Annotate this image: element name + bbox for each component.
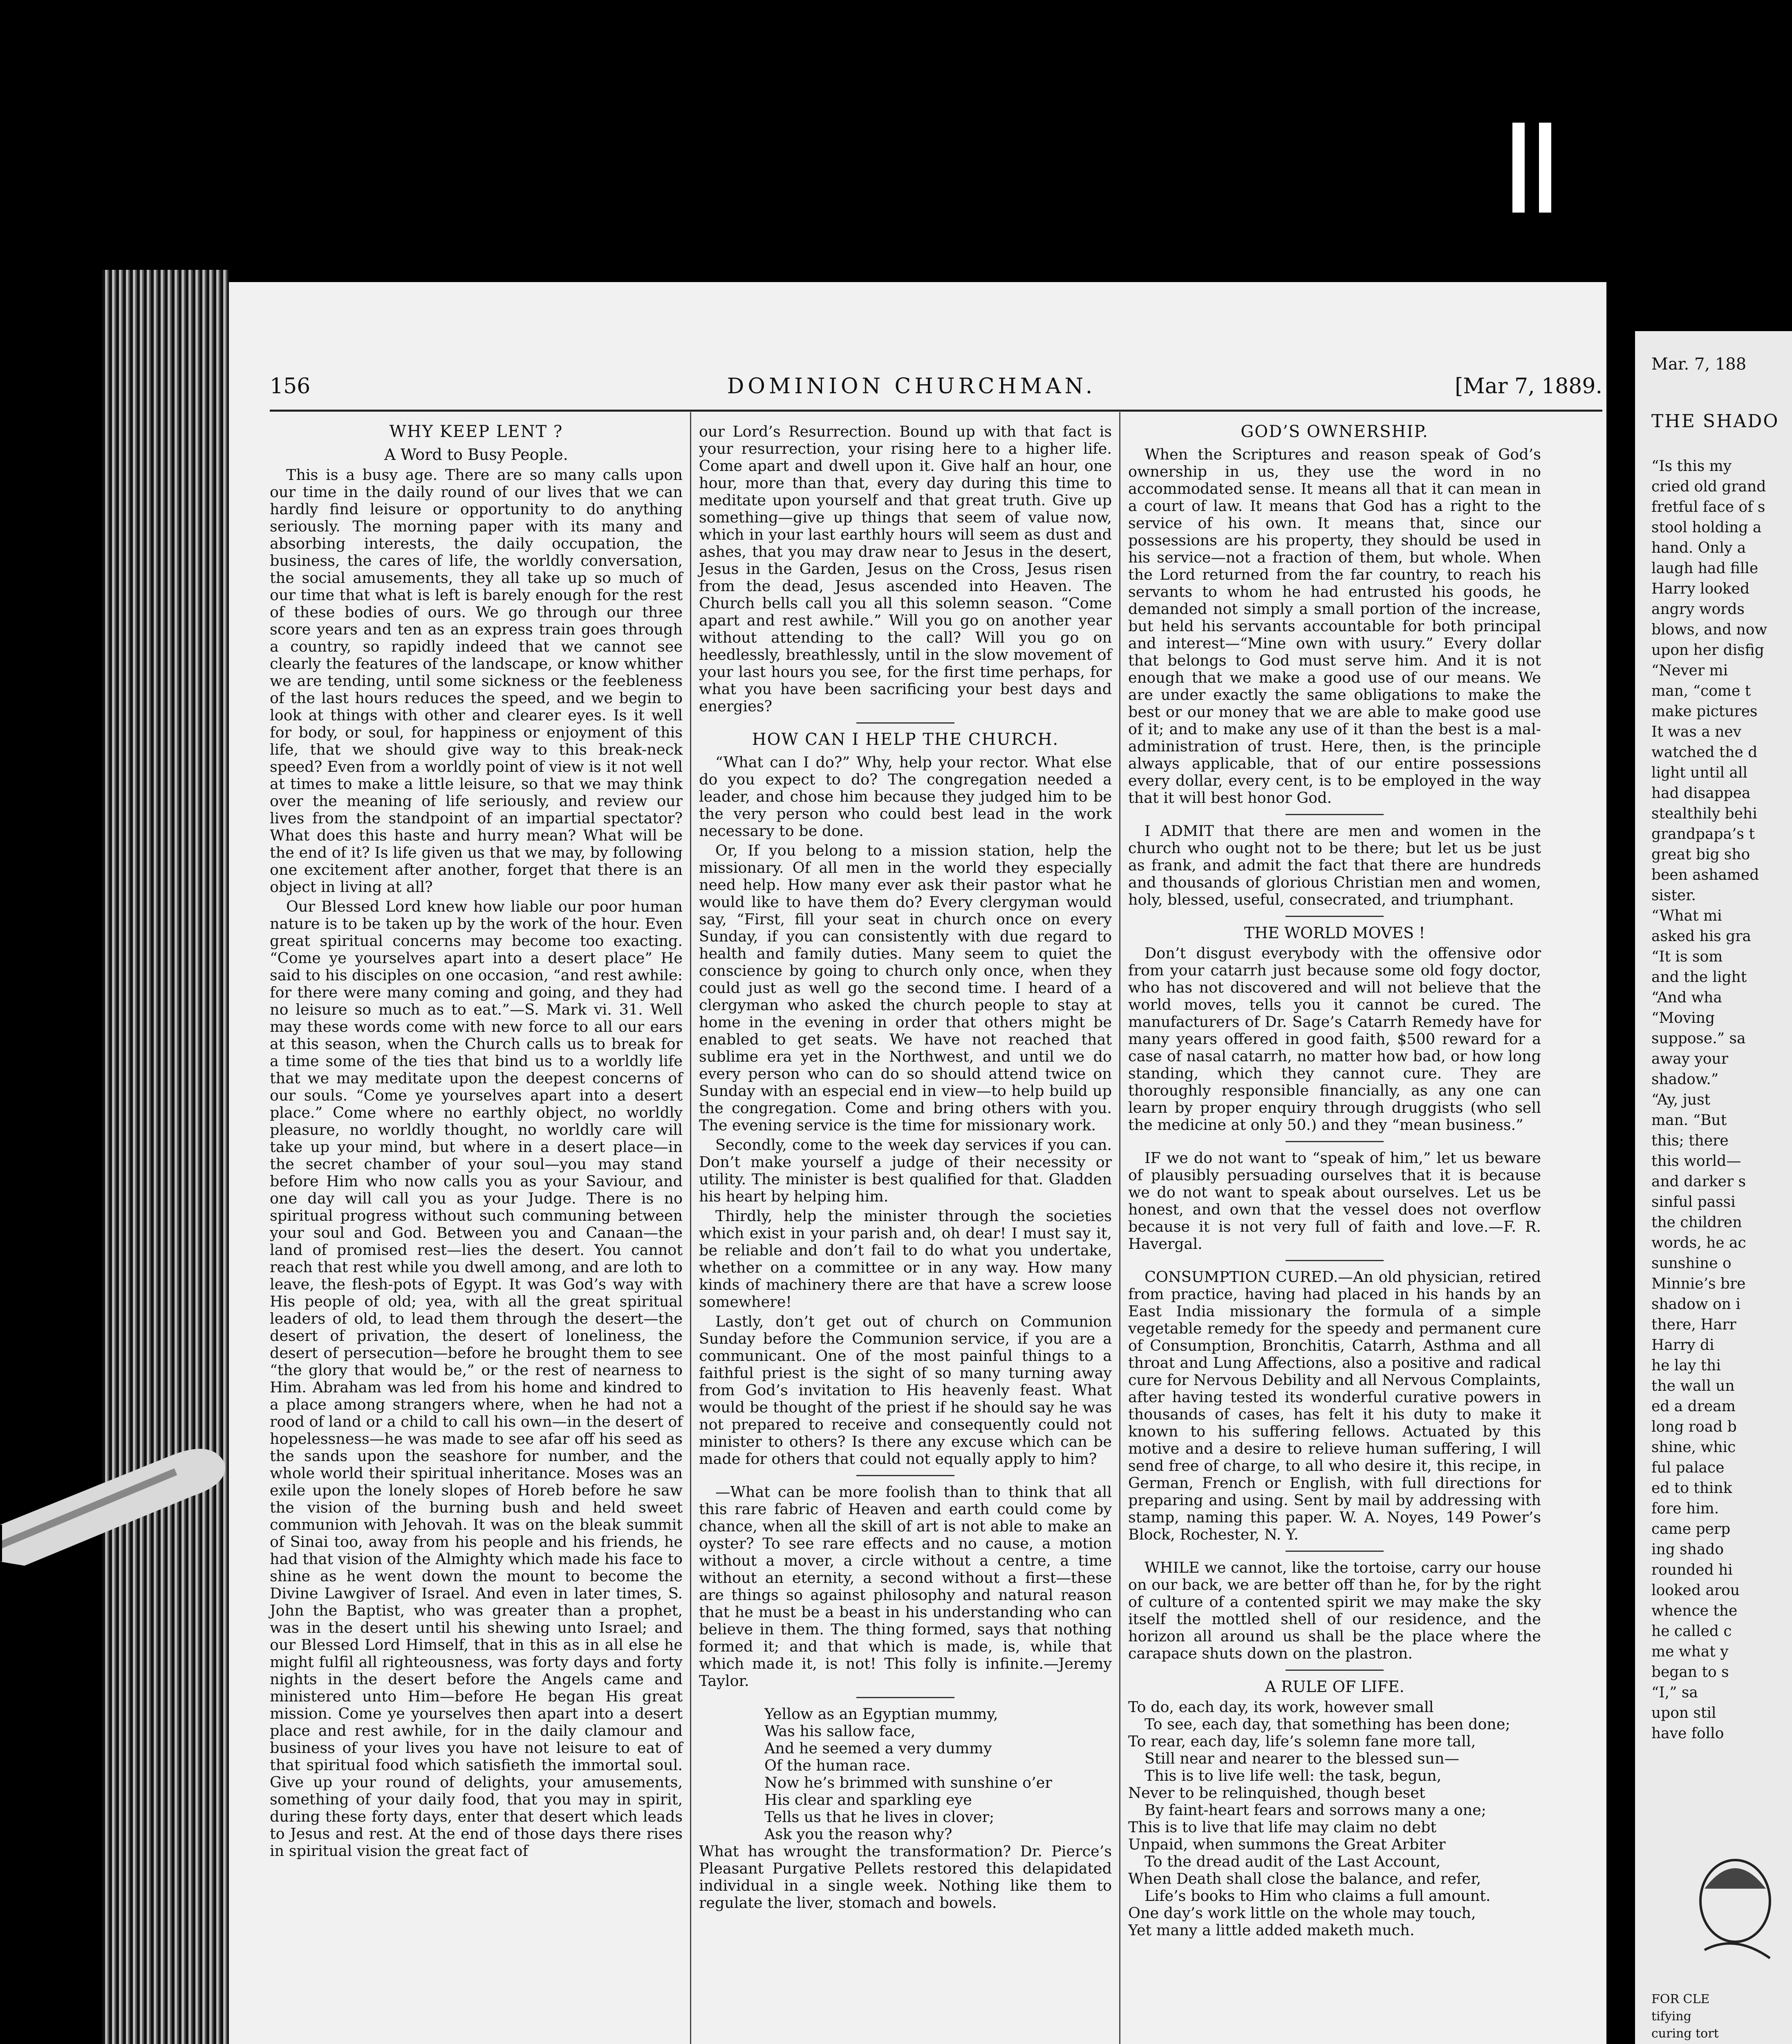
poem-line: To do, each day, its work, however small <box>1128 1698 1434 1716</box>
facing-page-line: upon stil <box>1651 1705 1716 1721</box>
facing-page-line: angry words <box>1651 601 1745 618</box>
header-rule <box>270 410 1602 412</box>
poem-line: By faint-heart fears and sorrows many a one; <box>1145 1801 1486 1819</box>
facing-page-advert-line <box>1651 2042 1716 2044</box>
facing-page-line: “Is this my <box>1651 458 1732 475</box>
havergal-paragraph: IF we do not want to “speak of him,” let us beware of plausibly persuading ourselves that it is because we do not want to speak about ourselves. Let us be honest, and own that the vessel does not overflow because it is not very full of faith and love.—F. R. Havergal. <box>1128 1149 1541 1253</box>
facing-page-line: hand. Only a <box>1651 540 1746 556</box>
facing-page-line: words, he ac <box>1651 1235 1746 1251</box>
separator <box>1286 916 1384 917</box>
facing-page-line: had disappea <box>1651 785 1751 802</box>
facing-page-line: great big sho <box>1651 846 1750 863</box>
facing-page-line: It was a nev <box>1651 724 1742 740</box>
tortoise-paragraph: WHILE we cannot, like the tortoise, carry our house on our back, we are better off than he, for by the right of culture of a contented spirit we may make the sky itself the mottled shell of our residence, and the horizon all around us shall be the place where the carapace shuts down on the plastron. <box>1128 1559 1541 1662</box>
facing-page-line: “Never mi <box>1651 662 1728 679</box>
facing-page-line: fore him. <box>1651 1500 1719 1517</box>
scanner-bar-top-2 <box>1539 123 1551 213</box>
article-paragraph: Our Blessed Lord knew how liable our poor human nature is to be taken up by the work of the hour. Even great spiritual concerns may become too exacting. “Come ye yourselves apart into a desert place” He said to his disciples on one occasion, “and rest awhile: for there were many coming and going, and they had no leisure so much as to eat.”—S. Mark vi. 31. Well may these words come with new force to all our ears at this season, when the Church calls us to break for a time some of the ties that bind us to a worldly life that we may meditate upon the deepest concerns of our souls. “Come ye yourselves apart into a desert place.” Come where no earthly object, no worldly pleasure, no worldly thought, no worldly care will take up your mind, but where in a desert place—in the secret chamber of your soul—you may stand before Him who now calls you as your Saviour, and one day will call you as your Judge. There is no spiritual progress without such communing between your soul and God. Between you and Canaan—the land of promised rest—lies the desert. You cannot reach that rest while you dwell among, and are loth to leave, the flesh-pots of Egypt. It was God’s way with His people of old; yea, with all the great spiritual leaders of old, to lead them through the desert—the desert of privation, the desert of loneliness, the desert of persecution—before he brought them to see “the glory that would be,” or the rest of nearness to Him. Abraham was led from his home and kindred to a place among strangers where, when he had not a rood of land or a child to call his own—in the desert of hopelessness—he was made to see afar off his seed as the sands upon the seashore for number, and the whole world their spiritual inheritance. Moses was an exile upon the lonely slopes of Horeb before he saw the vision of the burning bush and held sweet communion with Jehovah. It was on the bleak summit of Sinai too, away from his people and his friends, he had that vision of the Almighty which made his face to shine as he went down the mount to become the Divine Lawgiver of Israel. And even in later times, S. John the Baptist, who was greater than a prophet, was in the desert until his shewing unto Israel; and our Blessed Lord Himself, that in this as in all else he might fulfil all righteousness, was forty days and forty nights in the desert before the Angels came and ministered unto Him—before He began His great mission. Come ye yourselves then apart into a desert place and rest awhile, for in the daily clamour and business of your lives you have not leisure to eat of that spiritual food which satisfieth the immortal soul. Give up your round of delights, your amusements, something of your daily food, that you may in spirit, during these forty days, enter that desert which leads to Jesus and rest. At the end of those days there rises in spiritual vision the great fact of <box>270 898 683 1860</box>
facing-page-heading: THE SHADO <box>1651 411 1779 432</box>
facing-page-line: stool holding a <box>1651 519 1762 536</box>
facing-page-line: “Ay, just <box>1651 1091 1711 1108</box>
facing-page-line: light until all <box>1651 764 1747 781</box>
poem-line: One day’s work little on the whole may touch, <box>1128 1904 1476 1922</box>
facing-page-line: away your <box>1651 1051 1728 1067</box>
facing-page-line: stealthily behi <box>1651 805 1757 822</box>
facing-page-line: “And wha <box>1651 989 1722 1006</box>
facing-page-line: been ashamed <box>1651 867 1759 883</box>
facing-page <box>1635 331 1792 2044</box>
facing-page-line: he called c <box>1651 1623 1732 1640</box>
separator <box>856 1697 954 1698</box>
poem-line: When Death shall close the balance, and refer, <box>1128 1870 1481 1887</box>
poem-line: Life’s books to Him who claims a full amount. <box>1145 1887 1491 1905</box>
poem-line: Tells us that he lives in clover; <box>764 1808 995 1826</box>
facing-page-line: sinful passi <box>1651 1194 1736 1210</box>
separator <box>1286 1141 1384 1142</box>
facing-page-line: have follo <box>1651 1725 1724 1742</box>
facing-page-line: ed to think <box>1651 1480 1732 1497</box>
article-paragraph: Thirdly, help the minister through the societies which exist in your parish and, oh dear! I must say it, be reliable and don’t fail to do what you undertake, whether on a committee or in any way. How many kinds of machinery there are that have a screw loose somewhere! <box>699 1207 1112 1311</box>
poem-line: Still near and nearer to the blessed sun— <box>1145 1750 1459 1767</box>
facing-page-line: and the light <box>1651 969 1747 986</box>
facing-page-advert-line: curing tort <box>1651 2026 1719 2041</box>
facing-page-line: ed a dream <box>1651 1398 1736 1415</box>
book-spine <box>1606 204 1635 2044</box>
facing-page-line: he lay thi <box>1651 1357 1721 1374</box>
scanner-bar-top <box>1512 123 1525 213</box>
consumption-advert: CONSUMPTION CURED.—An old physician, retired from practice, having had placed in his hands by an East India missionary the formula of a simple vegetable remedy for the speedy and permanent cure of Consumption, Bronchitis, Catarrh, Asthma and all throat and Lung Affections, also a positive and radical cure for Nervous Debility and all Nervous Complaints, after having tested its wonderful curative powers in thousands of cases, has felt it his duty to make it known to his suffering fellows. Actuated by this motive and a desire to relieve human suffering, I will send free of charge, to all who desire it, this recipe, in German, French or English, with full directions for preparing and using. Sent by mail by addressing with stamp, naming this paper. W. A. Noyes, 149 Power’s Block, Rochester, N. Y. <box>1128 1268 1541 1543</box>
facing-page-advert-line: tifying <box>1651 2009 1691 2024</box>
facing-page-line: suppose.” sa <box>1651 1030 1746 1047</box>
article-title-help-church: HOW CAN I HELP THE CHURCH. <box>752 730 1059 749</box>
facing-page-line: cried old grand <box>1651 478 1766 495</box>
rule-of-life-poem <box>1128 1699 1541 1939</box>
facing-page-line: “What mi <box>1651 908 1722 924</box>
facing-page-line: me what y <box>1651 1643 1729 1660</box>
poem-line: And he seemed a very dummy <box>764 1739 992 1757</box>
facing-page-line: blows, and now <box>1651 621 1767 638</box>
facing-page-line: shadow on i <box>1651 1296 1740 1313</box>
facing-page-line: shadow.” <box>1651 1071 1719 1088</box>
portrait-engraving <box>1688 1852 1782 1970</box>
facing-page-line: rounded hi <box>1651 1562 1733 1578</box>
facing-page-line: fretful face of s <box>1651 499 1765 515</box>
poem-line: Now he’s brimmed with sunshine o’er <box>764 1774 1052 1791</box>
article-paragraph: Secondly, come to the week day services if you can. Don’t make yourself a judge of their necessity or utility. The minister is best qualified for that. Gladden his heart by helping him. <box>699 1136 1112 1205</box>
article-title-gods-ownership: GOD’S OWNERSHIP. <box>1241 422 1429 441</box>
separator <box>1286 1260 1384 1261</box>
poem-title-rule-of-life: A RULE OF LIFE. <box>1265 1678 1404 1696</box>
facing-page-line: and darker s <box>1651 1173 1746 1190</box>
article-paragraph: “What can I do?” Why, help your rector. What else do you expect to do? The congregation needed a leader, and chose him because they judged him to be the very person who could best lead in the work necessary to be done. <box>699 753 1112 840</box>
article-paragraph: Lastly, don’t get out of church on Communion Sunday before the Communion service, if you are a communicant. One of the most painful things to a faithful priest is the sight of so many turning away from God’s invitation to His heavenly feast. What would be thought of the priest if he should say he was not prepared to receive and consequently could not minister to others? Is there any excuse which can be made for others that could not equally apply to him? <box>699 1313 1112 1468</box>
separator <box>856 722 954 724</box>
poem-line: To the dread audit of the Last Account, <box>1145 1853 1441 1870</box>
column-2 <box>699 423 1112 1914</box>
separator <box>1286 1670 1384 1671</box>
separator <box>856 1475 954 1476</box>
facing-page-line: ing shado <box>1651 1541 1724 1558</box>
article-paragraph: I ADMIT that there are men and women in the church who ought not to be there; but let us be just as frank, and admit the fact that there are hundreds and thousands of glorious Christian men and women, holy, blessed, useful, consecrated, and triumphant. <box>1128 822 1541 908</box>
facing-page-advert-line: FOR CLE <box>1651 1992 1710 2006</box>
separator <box>1286 1551 1384 1552</box>
facing-page-line: ful palace <box>1651 1459 1725 1476</box>
issue-date: [Mar 7, 1889. <box>1455 374 1602 399</box>
poem-line: Ask you the reason why? <box>764 1825 952 1843</box>
facing-page-line: man, “come t <box>1651 683 1751 699</box>
book-page-edges <box>102 270 229 2044</box>
article-subtitle: A Word to Busy People. <box>384 446 568 464</box>
poem-line: Was his sallow face, <box>764 1722 916 1740</box>
facing-page-line: Harry looked <box>1651 580 1750 597</box>
facing-page-line: Harry di <box>1651 1337 1714 1354</box>
column-1 <box>270 423 683 1862</box>
facing-page-line: watched the d <box>1651 744 1758 761</box>
article-title-why-keep-lent: WHY KEEP LENT ? <box>389 422 563 441</box>
page-header <box>270 374 1602 399</box>
column-rule-2 <box>1119 412 1120 2044</box>
poem-line: Unpaid, when summons the Great Arbiter <box>1128 1836 1446 1853</box>
facing-page-line: looked arou <box>1651 1582 1740 1599</box>
page-number: 156 <box>270 374 311 399</box>
article-paragraph-continued: our Lord’s Resurrection. Bound up with that fact is your resurrection, your rising here to a higher life. Come apart and dwell upon it. Give half an hour, one hour, more than that, every day during this time to meditate upon yourself and that great truth. Give up something—give up things that seem of value now, which in your last earthly hours will seem as dust and ashes, that you may draw near to Jesus in the desert, Jesus in the Garden, Jesus on the Cross, Jesus risen from the dead, Jesus ascended into Heaven. The Church bells call you all this solemn season. “Come apart and rest awhile.” Will you go on another year without attending to the call? Will you go on heedlessly, breathlessly, until in the slow movement of your last hours you see, for the first time perhaps, for what you have been sacrificing your best days and energies? <box>699 423 1112 715</box>
facing-page-line: sunshine o <box>1651 1255 1732 1272</box>
newspaper-page <box>229 282 1606 2044</box>
facing-page-line: “I,” sa <box>1651 1684 1698 1701</box>
facing-page-line: grandpapa’s t <box>1651 826 1755 843</box>
poem-line: Yet many a little added maketh much. <box>1128 1921 1415 1939</box>
article-paragraph: This is a busy age. There are so many calls upon our time in the daily round of our lives that we can hardly find leisure or opportunity to do anything seriously. The morning paper with its many and absorbing interests, the daily occupation, the business, the cares of life, the worldly conversation, the social amusements, they all take up so much of our time that what is left is barely enough for the rest of these bodies of ours. We go through our three score years and ten as an express train goes through a country, so rapidly indeed that we cannot see clearly the features of the landscape, or know whither we are tending, until some sickness or the feebleness of the last hours reduces the speed, and we begin to look at things with other and clearer eyes. Is it well for body, or soul, for happiness or enjoyment of this life, that we should give way to this break-neck speed? Even from a worldly point of view is it not well at times to make a little leisure, so that we may think over the meaning of life seriously, and review our lives from the standpoint of an impartial spectator? What does this haste and hurry mean? What will be the end of it? Is life given us that we may, by following one excitement after another, forget that there is an object in living at all? <box>270 466 683 896</box>
facing-page-line: upon her disfig <box>1651 642 1764 659</box>
separator <box>1286 814 1384 815</box>
mummy-poem <box>699 1706 1112 1843</box>
facing-page-line: long road b <box>1651 1419 1737 1435</box>
facing-page-line: the wall un <box>1651 1378 1735 1394</box>
facing-page-line: “It is som <box>1651 948 1723 965</box>
facing-page-line: the children <box>1651 1214 1742 1231</box>
facing-page-line: “Moving <box>1651 1010 1715 1026</box>
masthead: DOMINION CHURCHMAN. <box>727 374 1096 399</box>
facing-page-line: whence the <box>1651 1602 1738 1619</box>
facing-page-line: there, Harr <box>1651 1316 1736 1333</box>
poem-line: To rear, each day, life’s solemn fane more tall, <box>1128 1732 1476 1750</box>
taylor-paragraph: —What can be more foolish than to think that all this rare fabric of Heaven and earth could come by chance, when all the skill of art is not able to make an oyster? To see rare effects and no cause, a motion without a mover, a circle without a centre, a time without an eternity, a second without a first—these are things so against philosophy and natural reason that he must be a beast in his understanding who can believe in them. The thing formed, says that nothing formed it; and that which is made, is, while that which made it, is not! This folly is infinite.—Jeremy Taylor. <box>699 1483 1112 1690</box>
poem-line: This is to live that life may claim no debt <box>1128 1818 1436 1836</box>
pierce-advert: What has wrought the transformation? Dr. Pierce’s Pleasant Purgative Pellets restored this delapidated individual in a single week. Nothing like them to regulate the liver, stomach and bowels. <box>699 1842 1112 1912</box>
poem-line: To see, each day, that something has been done; <box>1145 1715 1510 1733</box>
advert-paragraph: Don’t disgust everybody with the offensive odor from your catarrh just because some old fogy doctor, who has not discovered and will not believe that the world moves, tells you it cannot be cured. The manufacturers of Dr. Sage’s Catarrh Remedy have for many years offered in good faith, $500 reward for a case of nasal catarrh, no matter how bad, or how long standing, which they cannot cure. They are thoroughly responsible financially, as any one can learn by proper enquiry through druggists (who sell the medicine at only 50.) and they “mean business.” <box>1128 944 1541 1134</box>
poem-line: His clear and sparkling eye <box>764 1791 972 1809</box>
facing-page-line: man. “But <box>1651 1112 1727 1129</box>
poem-line: Yellow as an Egyptian mummy, <box>764 1705 998 1723</box>
facing-page-line: came perp <box>1651 1521 1731 1537</box>
poem-line: Never to be relinquished, though beset <box>1128 1784 1425 1802</box>
facing-page-line: began to s <box>1651 1664 1729 1681</box>
column-3 <box>1128 423 1541 1939</box>
advert-title-world-moves: THE WORLD MOVES ! <box>1244 924 1425 942</box>
facing-page-line: laugh had fille <box>1651 560 1758 577</box>
facing-page-line: sister. <box>1651 887 1696 904</box>
finger-artifact <box>0 1439 229 1566</box>
article-paragraph: When the Scriptures and reason speak of God’s ownership in us, they use the word in no accommodated sense. It means all that it can mean in a court of law. It means that God has a right to the service of his own. It means that, since our possessions are his property, they should be used in his service—not a fraction of them, but whole. When the Lord returned from the far country, to reach his servants to whom he had entrusted his goods, he demanded not simply a small portion of the increase, but held his servants accountable for both principal and interest—“Mine own with usury.” Every dollar that belongs to God must serve him. And it is not enough that we make a good use of our means. We are under exactly the same obligations to make the best or our money that we are able to make good use of it; and to make any use of it than the best is a mal-administration of trust. Here, then, is the principle always applicable, that of our entire possessions every dollar, every cent, is to be employed in the way that it will best honor God. <box>1128 446 1541 807</box>
poem-line: Of the human race. <box>764 1757 911 1774</box>
facing-page-line: asked his gra <box>1651 928 1751 945</box>
facing-page-line: this world— <box>1651 1153 1741 1170</box>
facing-page-line: this; there <box>1651 1132 1729 1149</box>
poem-line: This is to live life well: the task, begun, <box>1145 1767 1442 1784</box>
facing-page-line: shine, whic <box>1651 1439 1736 1456</box>
facing-page-line: Minnie’s bre <box>1651 1275 1746 1292</box>
facing-page-date: Mar. 7, 188 <box>1651 355 1747 374</box>
column-rule-1 <box>690 412 691 2044</box>
article-paragraph: Or, If you belong to a mission station, help the missionary. Of all men in the world they especially need help. How many ever ask their pastor what he would like to have them do? Every clergyman would say, “First, fill your seat in church once on every Sunday, if you can consistently with due regard to health and family duties. Many seem to quiet the conscience by going to church only once, when they could just as well go the second time. I heard of a clergyman who asked the church people to stay at home in the evening in order that others might be enabled to get seats. We have not reached that sublime era yet in the Northwest, and until we do every person who can do so should attend twice on Sunday with an especial end in view—to help build up the congregation. Come and bring others with you. The evening service is the time for missionary work. <box>699 842 1112 1134</box>
facing-page-line: make pictures <box>1651 703 1758 720</box>
